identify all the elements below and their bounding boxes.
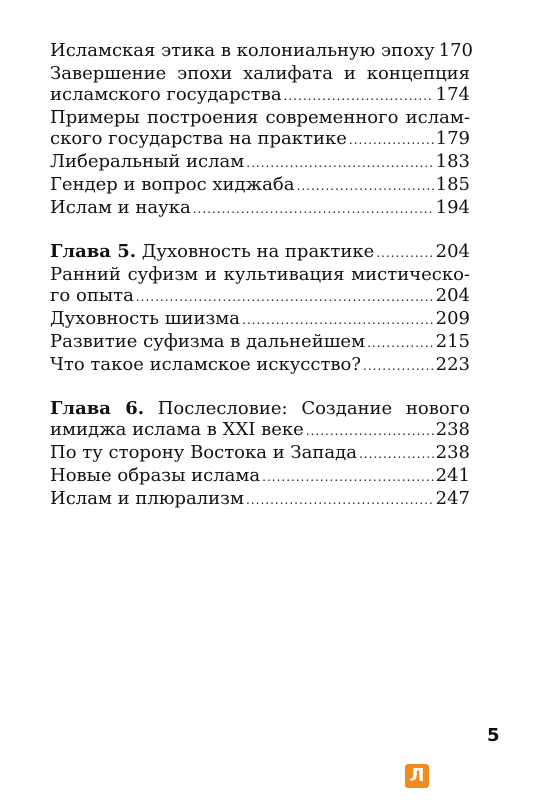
dot-leader (363, 356, 434, 377)
toc-entry-page: 215 (435, 331, 470, 352)
toc-entry-title-line1: Завершение эпохи халифата и концепция (50, 63, 470, 84)
toc-entry (50, 354, 470, 377)
chapter-title-line2: имиджа ислама в XXI веке (50, 419, 304, 440)
toc-entry (50, 331, 470, 354)
toc-entry-page: 223 (435, 354, 470, 375)
toc-entry-title: Что такое исламское искусство? (50, 354, 362, 375)
dot-leader (349, 130, 434, 151)
dot-leader (306, 421, 434, 442)
chapter-label: Глава 6. (50, 398, 144, 419)
dot-leader (242, 310, 434, 331)
toc-entry-page: 194 (435, 197, 470, 218)
toc-entry (50, 40, 473, 63)
dot-leader (246, 153, 433, 174)
toc-entry-page: 183 (435, 151, 470, 172)
toc-entry-page: 204 (435, 285, 470, 306)
toc-entry-page: 238 (435, 419, 470, 440)
toc-entry (50, 197, 470, 220)
dot-leader (359, 444, 434, 465)
toc-entry-page: 209 (435, 308, 470, 329)
page-number: 5 (487, 725, 500, 746)
dot-leader (246, 490, 434, 511)
toc-chapter-6 (50, 398, 470, 442)
toc-entry-title-line2: ского государства на практике (50, 128, 347, 149)
dot-leader (367, 333, 434, 354)
toc-entry (50, 63, 470, 107)
toc-entry-title: Развитие суфизма в дальнейшем (50, 331, 366, 352)
dot-leader (262, 467, 434, 488)
toc-entry (50, 308, 470, 331)
toc-entry-title: Новые образы ислама (50, 465, 261, 486)
toc-entry-title: Ислам и плюрализм (50, 488, 244, 509)
toc-entry-title-line2: го опыта (50, 285, 134, 306)
toc-entry-page: 241 (435, 465, 470, 486)
toc-entry-title: По ту сторону Востока и Запада (50, 442, 357, 463)
toc-entry-page: 247 (435, 488, 470, 509)
chapter-title: Духовность на практике (136, 241, 375, 262)
toc-entry-title: Гендер и вопрос хиджаба (50, 174, 295, 195)
dot-leader (376, 243, 433, 264)
toc-entry-page: 179 (435, 128, 470, 149)
toc-entry (50, 465, 470, 488)
toc-entry-page: 185 (435, 174, 470, 195)
toc-entry-title-line2: исламского государства (50, 84, 282, 105)
toc-entry-title: Исламская этика в колониальную эпоху (50, 40, 435, 61)
toc-entry (50, 488, 470, 511)
publisher-logo-icon: Л (405, 764, 429, 788)
toc-entry-page: 170 (438, 40, 473, 61)
toc-entry-title: Ислам и наука (50, 197, 191, 218)
toc-entry-page: 174 (435, 84, 470, 105)
toc-entry-page: 204 (435, 241, 470, 262)
toc-entry (50, 264, 470, 308)
chapter-title-line1: Послесловие: Создание нового (144, 398, 470, 419)
toc-entry-page: 238 (435, 442, 470, 463)
toc-entry-title: Духовность шиизма (50, 308, 241, 329)
dot-leader (136, 287, 434, 308)
toc-chapter-5 (50, 241, 470, 264)
dot-leader (193, 199, 434, 220)
toc-entry (50, 442, 470, 465)
toc-entry-title: Либеральный ислам (50, 151, 245, 172)
toc-entry (50, 174, 470, 197)
dot-leader (297, 176, 434, 197)
toc-entry (50, 151, 470, 174)
table-of-contents (50, 40, 473, 511)
dot-leader (284, 86, 434, 107)
toc-entry-title-line1: Ранний суфизм и культивация мистическо- (50, 264, 470, 285)
chapter-label: Глава 5. (50, 241, 137, 262)
toc-entry (50, 107, 470, 151)
toc-entry-title-line1: Примеры построения современного ислам- (50, 107, 470, 128)
